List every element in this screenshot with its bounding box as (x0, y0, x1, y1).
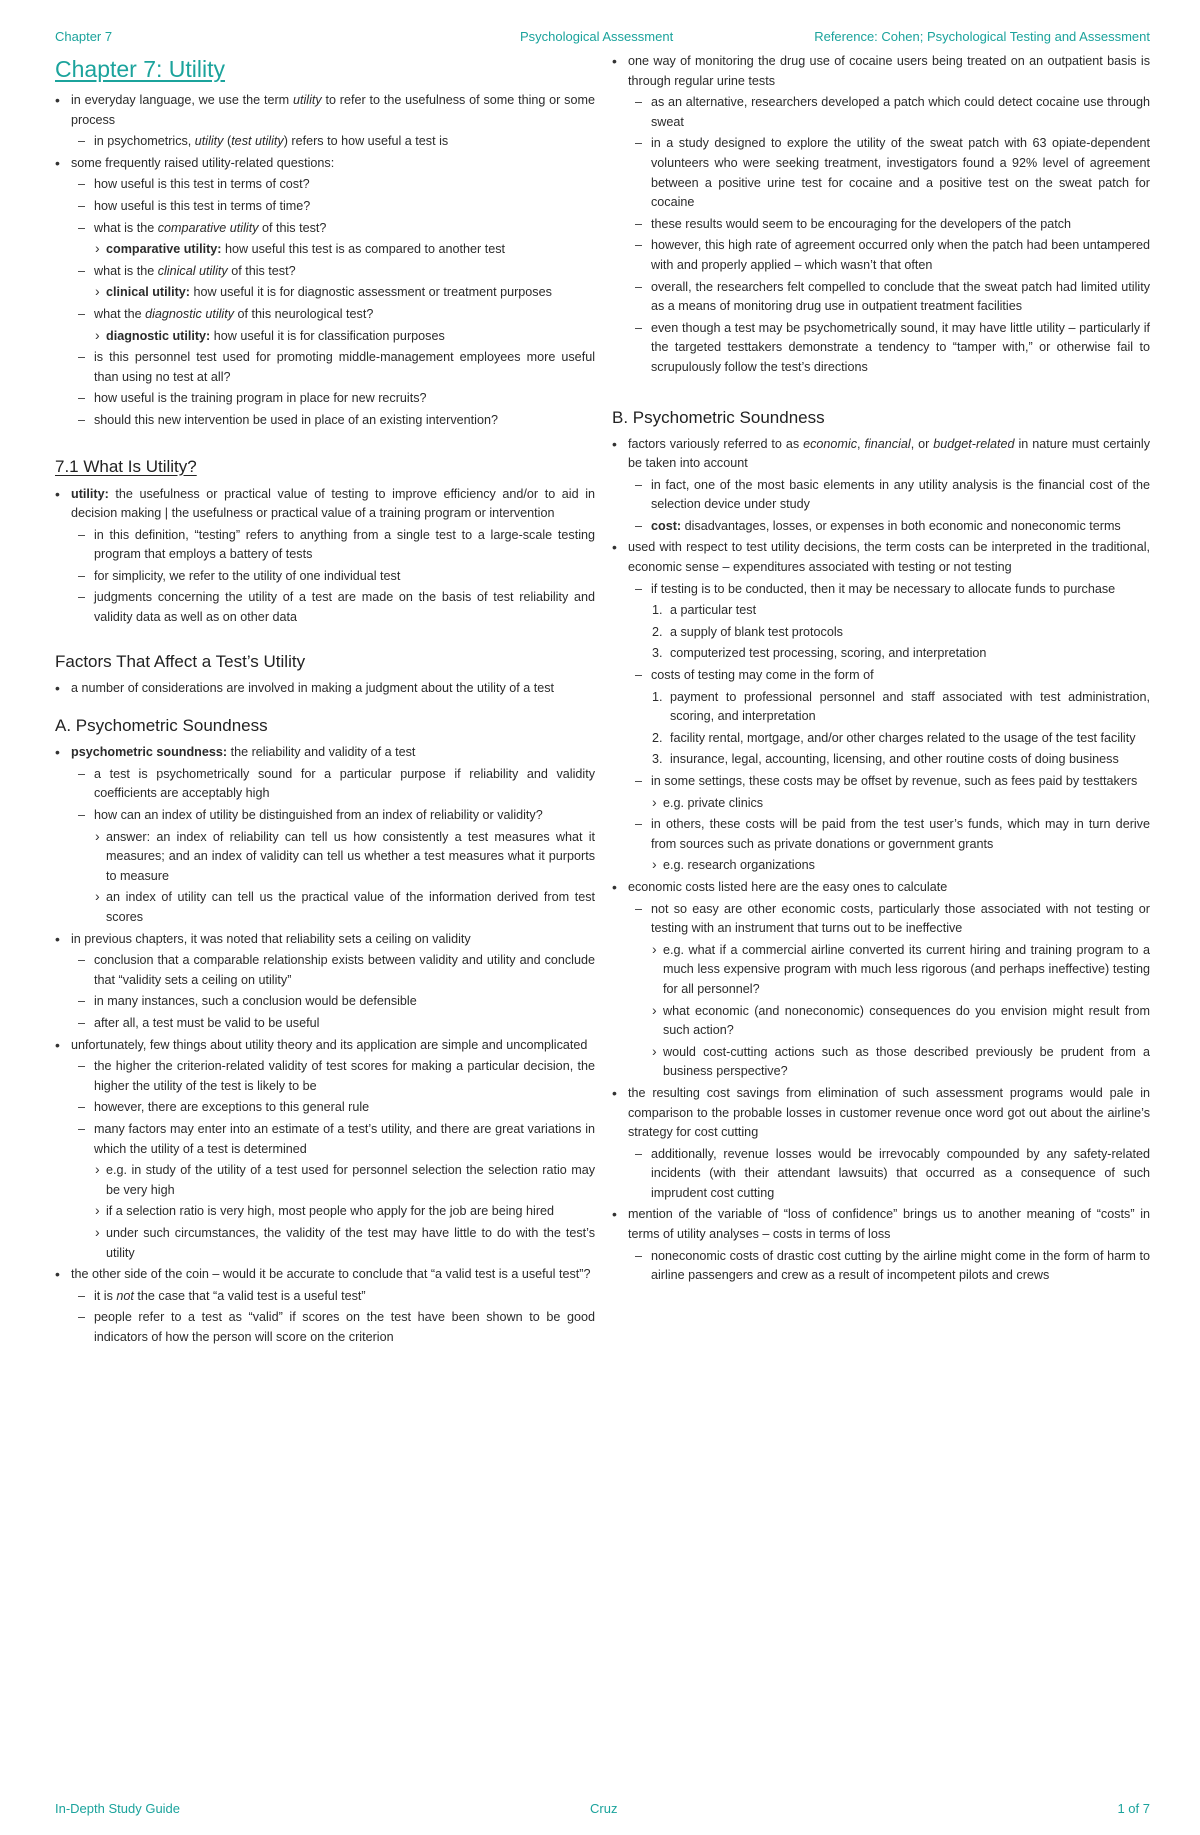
list-item: • mention of the variable of “loss of confidence” brings us to another meaning of “costs” in terms of utility analyses – costs in terms of loss (612, 1205, 1150, 1244)
list-item: › an index of utility can tell us the practical value of the information derived from test scores (95, 888, 595, 927)
page-header (55, 29, 1150, 49)
list-item: – additionally, revenue losses would be irrevocably compounded by any safety-related incidents (with their attendant lawsuits) that occurred as a consequence of such imprudent cost cutting (635, 1145, 1150, 1204)
list-item: – if testing is to be conducted, then it may be necessary to allocate funds to purchase (635, 580, 1150, 600)
list-item: • some frequently raised utility-related questions: (55, 154, 595, 174)
list-item: 1. payment to professional personnel and staff associated with test administration, scoring, and interpretation (652, 689, 1150, 724)
list-item: 2. a supply of blank test protocols (652, 624, 843, 639)
list-item: – as an alternative, researchers developed a patch which could detect cocaine use through sweat (635, 93, 1150, 132)
list-item: 1. a particular test (652, 603, 757, 618)
list-item: – overall, the researchers felt compelled to conclude that the sweat patch had limited utility as a means of monitoring drug use in outpatient treatment facilities (635, 278, 1150, 317)
list-item: • unfortunately, few things about utility theory and its application are simple and uncomplicated (55, 1036, 595, 1056)
right-column (612, 52, 1150, 1288)
list-item: – what the diagnostic utility of this neurological test? (78, 305, 595, 325)
list-item: › clinical utility: how useful it is for diagnostic assessment or treatment purposes (95, 283, 595, 303)
section-title-costs: B. Psychometric Soundness (612, 407, 825, 427)
header-chapter: Chapter 7 (55, 29, 113, 44)
list-item: 2. facility rental, mortgage, and/or other charges related to the usage of the test facility (652, 730, 1136, 745)
list-item: › e.g. what if a commercial airline converted its current hiring and training program to a much less expensive program with much less rigorous (and perhaps ineffective) testing for all personnel? (652, 941, 1150, 1000)
list-item: – how useful is the training program in place for new recruits? (78, 389, 595, 409)
list-item: – even though a test may be psychometrically sound, it may have little utility – particularly if the targeted testtakers demonstrate a tendency to “tamper with,” or otherwise fail to scrupulously follow the test’s directions (635, 319, 1150, 378)
list-item: – how useful is this test in terms of cost? (78, 175, 595, 195)
list-item: – how can an index of utility be distinguished from an index of reliability or validity? (78, 806, 595, 826)
list-item: – it is not the case that “a valid test is a useful test” (78, 1287, 595, 1307)
list-item: › under such circumstances, the validity of the test may have little to do with the test’s utility (95, 1224, 595, 1263)
what-is-utility-list (55, 485, 595, 628)
header-reference: Reference: Cohen; Psychological Testing and Assessment (814, 29, 1150, 44)
list-item: • economic costs listed here are the easy ones to calculate (612, 878, 1150, 898)
list-item: › e.g. research organizations (652, 856, 1150, 876)
list-item: – people refer to a test as “valid” if scores on the test have been shown to be good indicators of how the person will score on the criterion (78, 1308, 595, 1347)
list-item: • used with respect to test utility decisions, the term costs can be interpreted in the traditional, economic sense – expenditures associated with testing or not testing (612, 538, 1150, 577)
list-item: • the other side of the coin – would it be accurate to conclude that “a valid test is a useful test”? (55, 1265, 595, 1285)
list-item: – in this definition, “testing” refers to anything from a single test to a large-scale testing program that employs a battery of tests (78, 526, 595, 565)
list-item: – in many instances, such a conclusion would be defensible (78, 992, 595, 1012)
list-item: – in some settings, these costs may be offset by revenue, such as fees paid by testtakers (635, 772, 1150, 792)
list-item: – judgments concerning the utility of a test are made on the basis of test reliability and validity data as well as on other data (78, 588, 595, 627)
list-item: – these results would seem to be encouraging for the developers of the patch (635, 215, 1150, 235)
list-item: – what is the comparative utility of this test? (78, 219, 595, 239)
list-item: • psychometric soundness: the reliability and validity of a test (55, 743, 595, 763)
list-item: – in fact, one of the most basic elements in any utility analysis is the financial cost of the selection device under study (635, 476, 1150, 515)
list-item: › diagnostic utility: how useful it is for classification purposes (95, 327, 595, 347)
footer-guide: In-Depth Study Guide (55, 1801, 181, 1816)
list-item: – not so easy are other economic costs, particularly those associated with not testing or testing with an instrument that turns out to be ineffective (635, 900, 1150, 939)
intro-list (55, 91, 595, 431)
list-item: – in a study designed to explore the utility of the sweat patch with 63 opiate-dependent volunteers who were seeking treatment, investigators found a 92% level of agreement between a positive urine test for cocaine and a positive test on the sweat patch for cocaine (635, 134, 1150, 212)
list-item: › answer: an index of reliability can tell us how consistently a test measures what it measures; and an index of validity can tell us whether a test measures what it purports to measure (95, 828, 595, 887)
list-item: – however, there are exceptions to this general rule (78, 1098, 595, 1118)
list-item: › would cost-cutting actions such as those described previously be prudent from a business perspective? (652, 1043, 1150, 1082)
footer-author: Cruz (590, 1801, 618, 1816)
list-item: › what economic (and noneconomic) consequences do you envision might result from such action? (652, 1002, 1150, 1041)
section-title-psychometric-soundness: A. Psychometric Soundness (55, 716, 268, 736)
section-title-factors: Factors That Affect a Test’s Utility (55, 651, 306, 671)
list-item: – what is the clinical utility of this test? (78, 262, 595, 282)
footer-page-number: 1 of 7 (1117, 1801, 1150, 1816)
list-item: • in everyday language, we use the term utility to refer to the usefulness of some thing or some process (55, 91, 595, 130)
list-item: › e.g. private clinics (652, 794, 1150, 814)
list-item: › if a selection ratio is very high, most people who apply for the job are being hired (95, 1202, 595, 1222)
costs-list (612, 435, 1150, 1286)
header-course: Psychological Assessment (520, 29, 674, 44)
list-item: – in others, these costs will be paid from the test user’s funds, which may in turn derive from sources such as private donations or government grants (635, 815, 1150, 854)
list-item: – a test is psychometrically sound for a particular purpose if reliability and validity coefficients are acceptably high (78, 765, 595, 804)
list-item: 3. computerized test processing, scoring, and interpretation (652, 646, 987, 661)
list-item: 3. insurance, legal, accounting, licensing, and other routine costs of doing business (652, 752, 1119, 767)
section-title-what-is-utility: 7.1 What Is Utility? (55, 456, 197, 476)
continued-list (612, 52, 1150, 378)
list-item: • in previous chapters, it was noted that reliability sets a ceiling on validity (55, 930, 595, 950)
list-item: – many factors may enter into an estimate of a test’s utility, and there are great variations in which the utility of a test is determined (78, 1120, 595, 1159)
list-item: • factors variously referred to as economic, financial, or budget-related in nature must certainly be taken into account (612, 435, 1150, 474)
list-item: – should this new intervention be used in place of an existing intervention? (78, 411, 595, 431)
list-item: › e.g. in study of the utility of a test used for personnel selection the selection ratio may be very high (95, 1161, 595, 1200)
list-item: • the resulting cost savings from elimination of such assessment programs would pale in comparison to the probable losses in customer revenue once word got out about the airline’s strategy for cost cutting (612, 1084, 1150, 1143)
list-item: – is this personnel test used for promoting middle-management employees more useful than using no test at all? (78, 348, 595, 387)
left-column (55, 52, 595, 1349)
list-item: – after all, a test must be valid to be useful (78, 1014, 595, 1034)
list-item: • a number of considerations are involved in making a judgment about the utility of a test (55, 679, 595, 699)
list-item: – however, this high rate of agreement occurred only when the patch had been untampered with and properly applied – which wasn’t that often (635, 236, 1150, 275)
list-item: – costs of testing may come in the form of (635, 666, 1150, 686)
list-item: – in psychometrics, utility (test utility) refers to how useful a test is (78, 132, 595, 152)
list-item: › comparative utility: how useful this test is as compared to another test (95, 240, 595, 260)
list-item: • utility: the usefulness or practical value of testing to improve efficiency and/or to aid in decision making | the usefulness or practical value of a training program or intervention (55, 485, 595, 524)
psychometric-list (55, 743, 595, 1347)
list-item: – the higher the criterion-related validity of test scores for making a particular decision, the higher the utility of the test is likely to be (78, 1057, 595, 1096)
list-item: • one way of monitoring the drug use of cocaine users being treated on an outpatient basis is through regular urine tests (612, 52, 1150, 91)
list-item: – conclusion that a comparable relationship exists between validity and utility and conclude that “validity sets a ceiling on utility” (78, 951, 595, 990)
chapter-title: Chapter 7: Utility (55, 56, 226, 82)
factors-list (55, 679, 595, 699)
list-item: – for simplicity, we refer to the utility of one individual test (78, 567, 595, 587)
list-item: – noneconomic costs of drastic cost cutting by the airline might come in the form of harm to airline passengers and crew as a result of incompetent pilots and crews (635, 1247, 1150, 1286)
list-item: – how useful is this test in terms of time? (78, 197, 595, 217)
page-footer (55, 1801, 1150, 1821)
list-item: – cost: disadvantages, losses, or expenses in both economic and noneconomic terms (635, 517, 1150, 537)
